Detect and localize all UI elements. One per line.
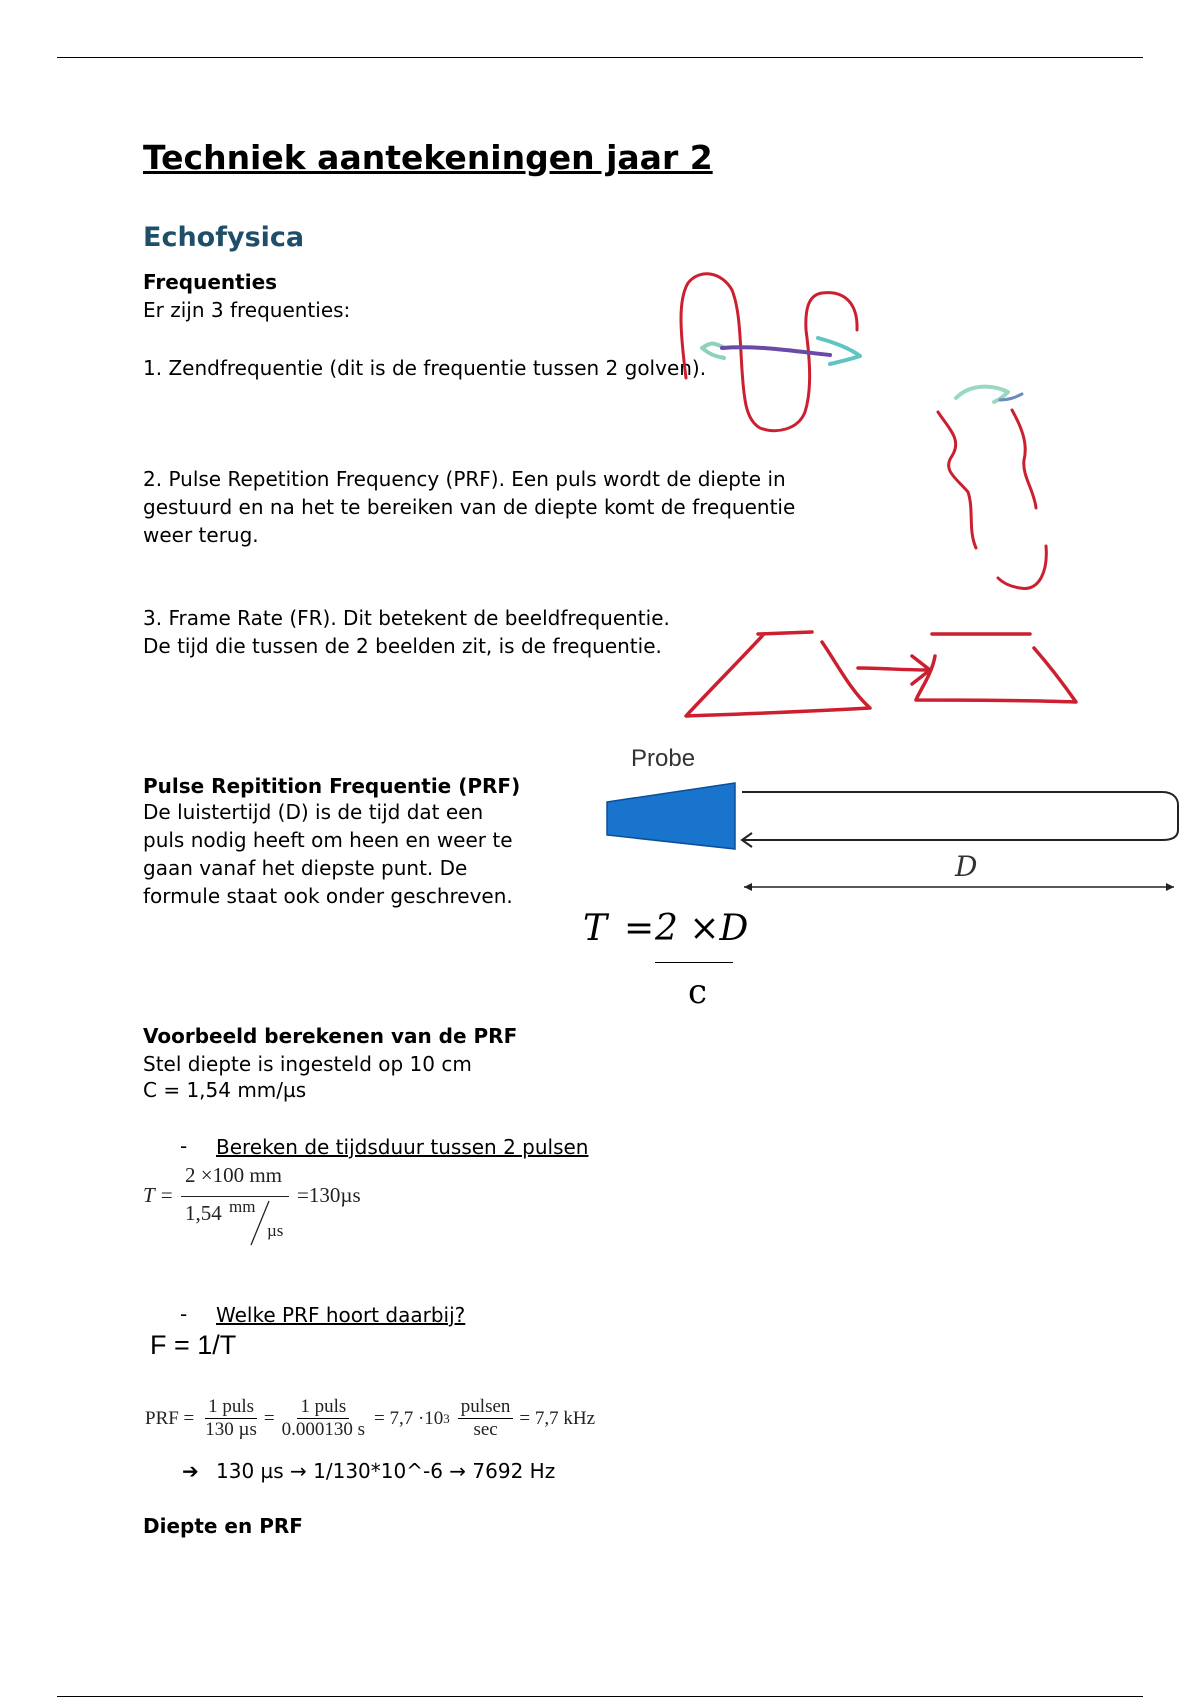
echo-return-arrowhead: [742, 833, 752, 847]
fraction-denominator: 0.000130 s: [281, 1419, 365, 1440]
handdrawn-hook: [998, 546, 1046, 588]
formula-f-1-over-t: F = 1/T: [150, 1330, 237, 1360]
calc-prf-fraction-1: [202, 1396, 260, 1441]
bullet-marker: -: [180, 1302, 188, 1326]
handdrawn-squiggle-left: [938, 412, 976, 548]
calc-prf: [145, 1396, 595, 1441]
handdrawn-trapezoid-left: [686, 632, 870, 716]
depth-label: D: [955, 850, 978, 883]
text-line: gestuurd en na het te bereiken van de diepte komt de frequentie: [143, 495, 796, 519]
text-line: De tijd die tussen de 2 beelden zit, is de frequentie.: [143, 634, 662, 658]
text-line: weer terug.: [143, 523, 259, 547]
handdrawn-trapezoid-right: [916, 634, 1076, 702]
fraction-denominator: sec: [473, 1419, 498, 1440]
page-title: Techniek aantekeningen jaar 2: [143, 138, 713, 177]
calc-prf-lhs: PRF =: [145, 1407, 195, 1429]
calc-t-numerator: 2 ×100 mm: [185, 1163, 283, 1187]
bullet-marker: -: [180, 1134, 188, 1158]
top-rule: [57, 57, 1143, 58]
calc-t-den-unit-top: mm: [229, 1197, 256, 1216]
depth-arrowhead-right: [1166, 883, 1174, 891]
formula-t-fraction-bar: [655, 962, 733, 963]
calc-t-lhs: T =: [143, 1183, 174, 1207]
heading-diepte-en-prf: Diepte en PRF: [143, 1514, 303, 1538]
text-line: puls nodig heeft om heen en weer te: [143, 828, 513, 852]
heading-prf: Pulse Repitition Frequentie (PRF): [143, 774, 521, 798]
handdrawn-purple-stroke: [722, 347, 830, 355]
conversion-line: 130 µs → 1/130*10^-6 → 7692 Hz: [216, 1459, 556, 1483]
text-line: gaan vanaf het diepste punt. De: [143, 856, 468, 880]
calc-t-den-value: 1,54: [185, 1201, 222, 1225]
probe-shape: [607, 783, 735, 849]
handdrawn-wave-left: [681, 274, 857, 431]
fraction-numerator: pulsen: [458, 1396, 514, 1419]
formula-t-numerator: 2 ×D: [655, 908, 749, 949]
fraction-numerator: 1 puls: [297, 1396, 349, 1419]
frequentie-item-3: [143, 604, 670, 660]
calc-prf-exponent: 3: [443, 1410, 450, 1426]
prf-description: [143, 798, 513, 910]
frequentie-item-1: 1. Zendfrequentie (dit is de frequentie tussen 2 golven).: [143, 356, 707, 380]
calc-prf-fraction-2: [279, 1396, 368, 1441]
depth-arrowhead-left: [744, 883, 752, 891]
calc-t-result: =130µs: [297, 1183, 361, 1207]
bottom-rule: [57, 1696, 1143, 1697]
probe-label: Probe: [631, 745, 696, 772]
handdrawn-small-arrow: [956, 387, 1008, 402]
handdrawn-arrow-between: [858, 656, 930, 684]
frequentie-item-2: [143, 465, 795, 549]
handdrawn-small-arrow-tip: [1000, 394, 1022, 400]
echo-path: [742, 792, 1178, 840]
handdrawn-squiggle-right: [1012, 410, 1036, 508]
fraction-denominator: 130 µs: [205, 1419, 257, 1440]
bullet-bereken: Bereken de tijdsduur tussen 2 pulsen: [216, 1135, 589, 1159]
calc-prf-fraction-3: [458, 1396, 514, 1441]
formula-t-lhs: T: [583, 908, 608, 949]
section-heading-echofysica: Echofysica: [143, 222, 305, 253]
calc-prf-mid: = 7,7 ·10: [374, 1407, 444, 1429]
text-line: 3. Frame Rate (FR). Dit betekent de beeldfrequentie.: [143, 606, 670, 630]
calc-prf-result: = 7,7 kHz: [519, 1407, 596, 1429]
formula-t-eq: =: [624, 908, 655, 949]
text-line: formule staat ook onder geschreven.: [143, 884, 513, 908]
text-line: De luistertijd (D) is de tijd dat een: [143, 800, 484, 824]
arrow-icon: ➔: [182, 1459, 199, 1483]
heading-voorbeeld: Voorbeeld berekenen van de PRF: [143, 1024, 518, 1048]
text-line: 2. Pulse Repetition Frequency (PRF). Een puls wordt de diepte in: [143, 467, 786, 491]
bullet-welke-prf: Welke PRF hoort daarbij?: [216, 1303, 466, 1327]
example-line-1: Stel diepte is ingesteld op 10 cm: [143, 1052, 472, 1076]
fraction-numerator: 1 puls: [205, 1396, 257, 1419]
calc-prf-eq: =: [263, 1407, 275, 1429]
heading-frequenties: Frequenties: [143, 270, 278, 294]
calc-t-den-unit-bottom: µs: [267, 1221, 284, 1240]
frequenties-intro: Er zijn 3 frequenties:: [143, 298, 351, 322]
handdrawn-arrow-right: [818, 338, 860, 364]
formula-t-denominator: c: [688, 972, 708, 1012]
example-line-2: C = 1,54 mm/µs: [143, 1078, 307, 1102]
